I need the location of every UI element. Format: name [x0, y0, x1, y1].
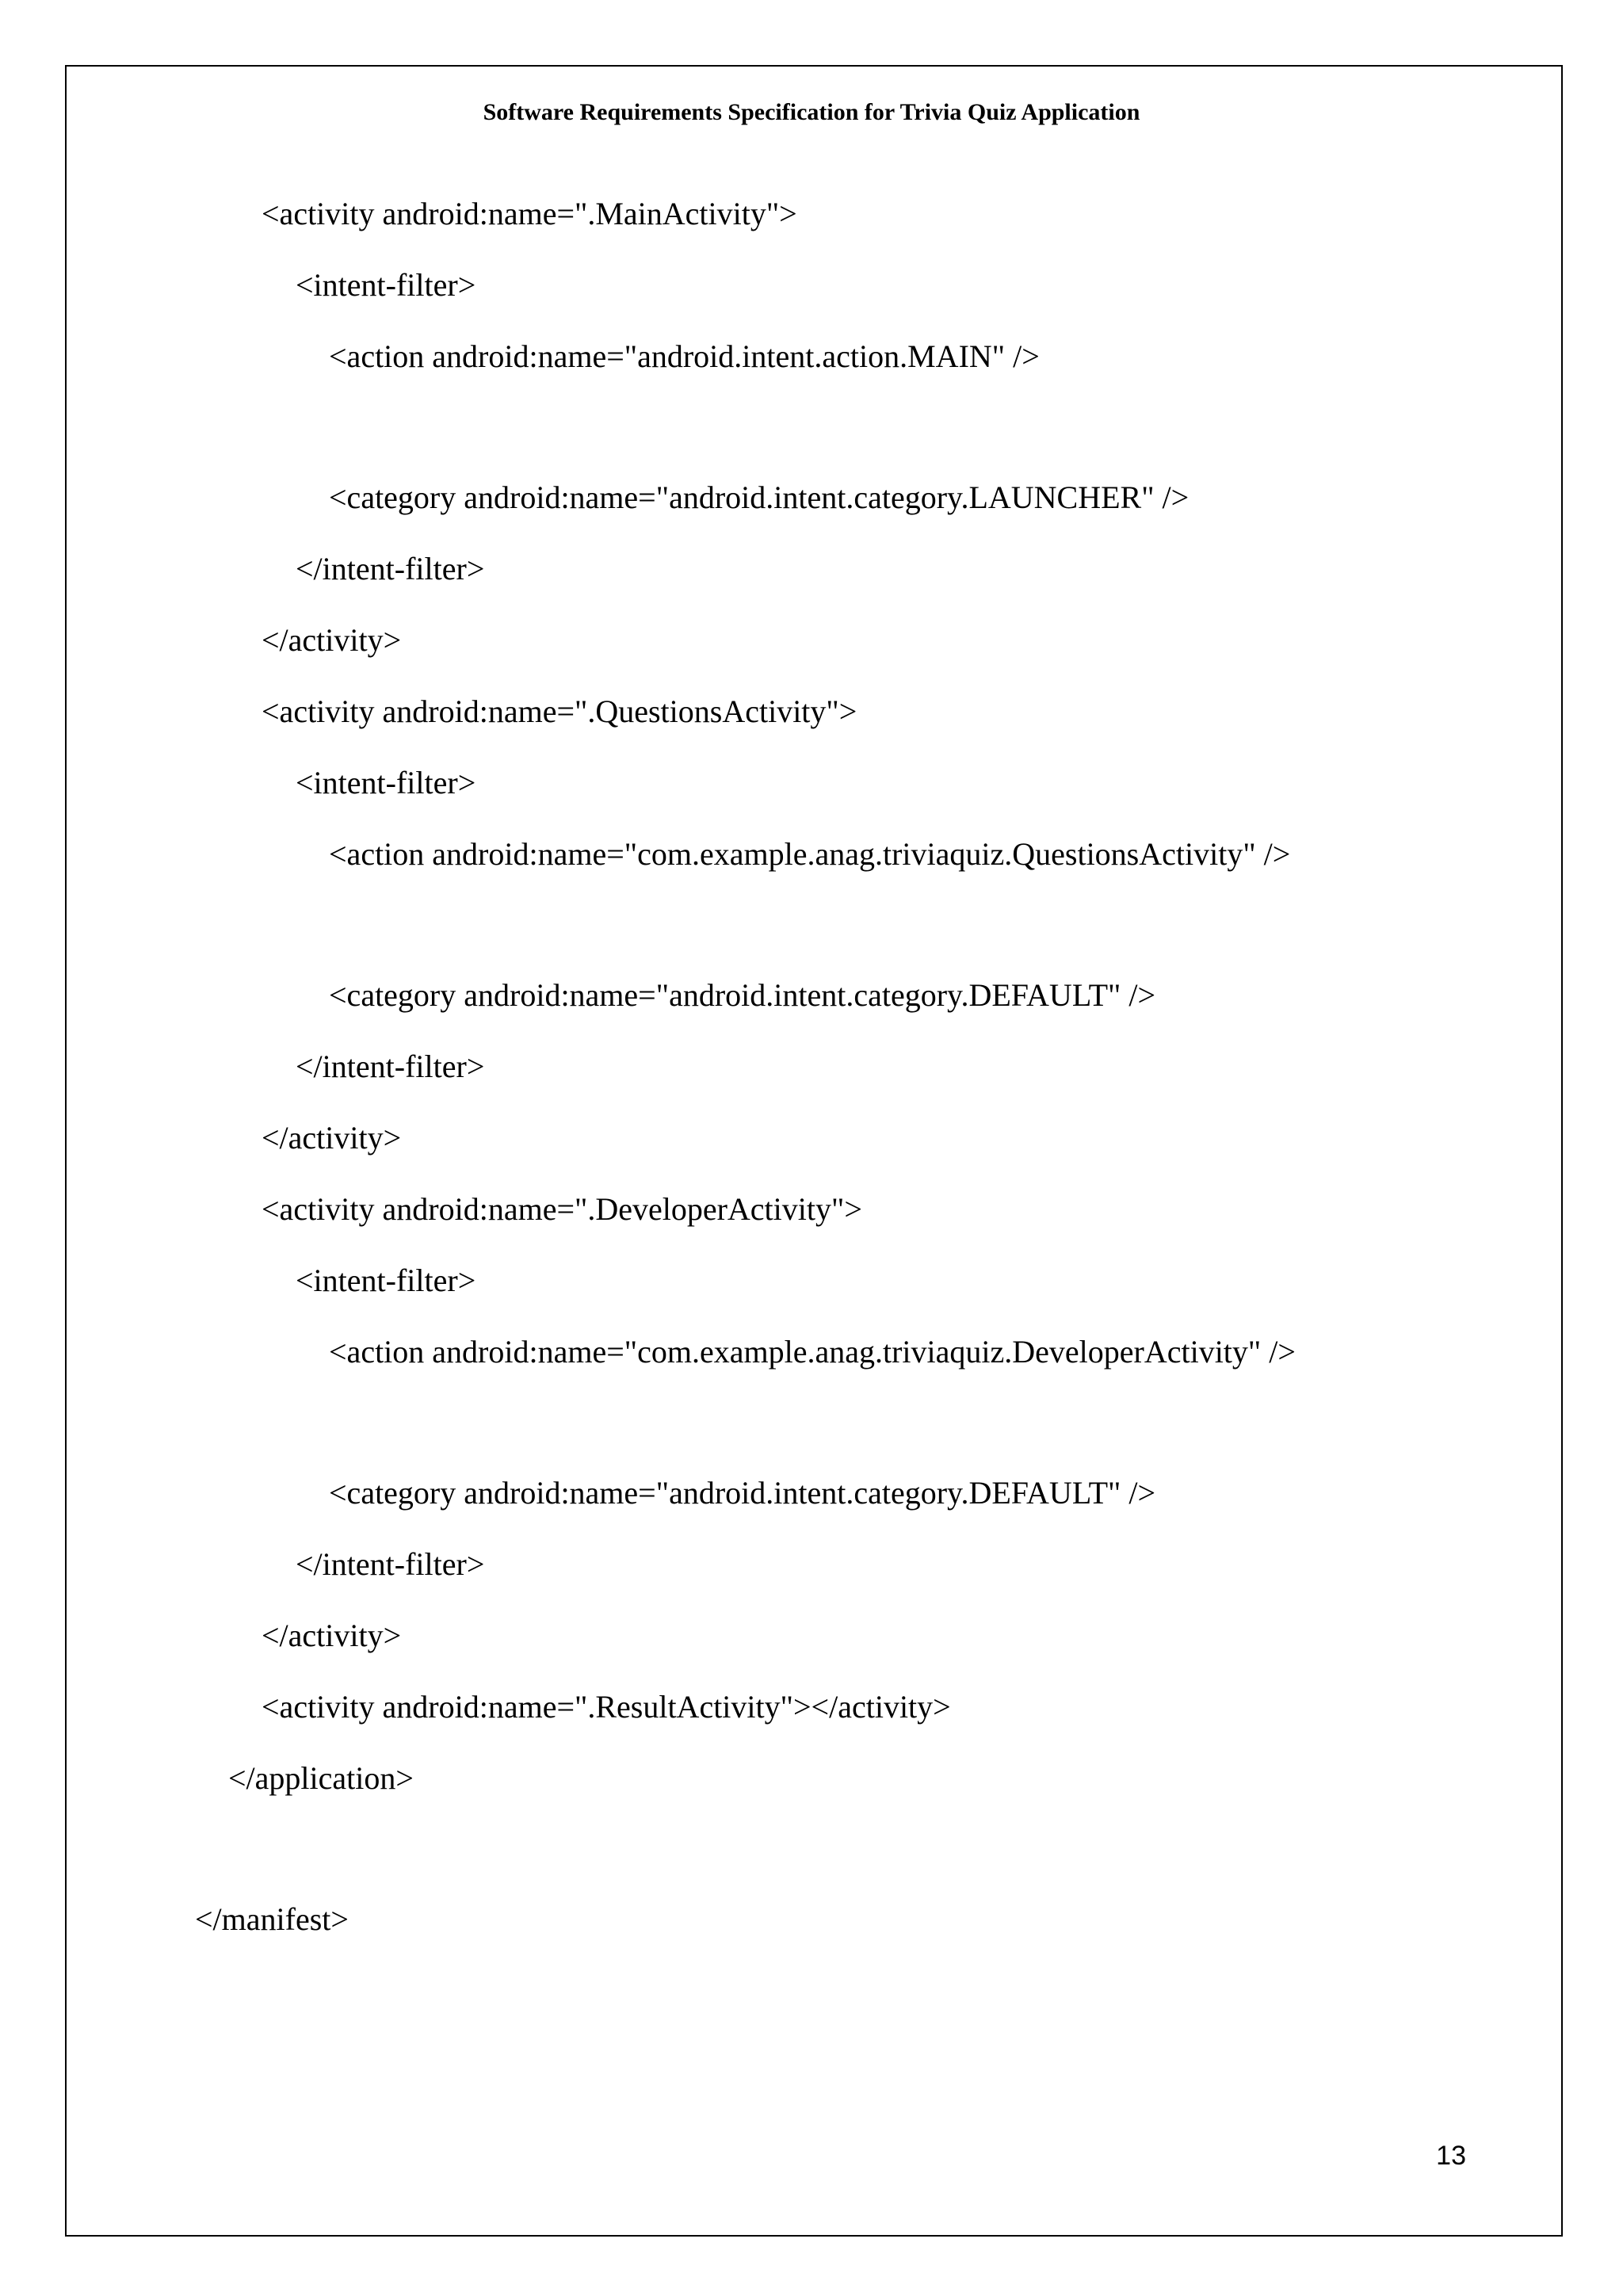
code-line: <action android:name="com.example.anag.triviaquiz.QuestionsActivity" />: [329, 836, 1291, 872]
page-header-title: Software Requirements Specification for Trivia Quiz Application: [483, 99, 1140, 125]
code-line: <activity android:name=".QuestionsActivity">: [262, 693, 857, 729]
code-line: </intent-filter>: [296, 551, 485, 586]
code-line: </application>: [228, 1760, 414, 1796]
code-line: </activity>: [262, 1618, 402, 1653]
code-line: <action android:name="android.intent.action.MAIN" />: [329, 338, 1040, 374]
code-line: </activity>: [262, 1120, 402, 1156]
code-line: <intent-filter>: [296, 1263, 476, 1298]
code-line: <intent-filter>: [296, 267, 476, 303]
page-number: 13: [1436, 2141, 1466, 2171]
code-line: <action android:name="com.example.anag.triviaquiz.DeveloperActivity" />: [329, 1334, 1296, 1370]
code-line: <activity android:name=".DeveloperActivity">: [262, 1191, 862, 1227]
code-line: </intent-filter>: [296, 1546, 485, 1582]
code-line: </manifest>: [195, 1901, 349, 1937]
code-line: <activity android:name=".MainActivity">: [262, 196, 797, 231]
code-line: <category android:name="android.intent.category.DEFAULT" />: [329, 1475, 1156, 1511]
code-line: </activity>: [262, 622, 402, 658]
code-line: <intent-filter>: [296, 765, 476, 800]
code-line: </intent-filter>: [296, 1049, 485, 1084]
code-line: <activity android:name=".ResultActivity"></activity>: [262, 1689, 951, 1725]
code-line: <category android:name="android.intent.category.DEFAULT" />: [329, 977, 1156, 1013]
code-line: <category android:name="android.intent.category.LAUNCHER" />: [329, 479, 1190, 515]
